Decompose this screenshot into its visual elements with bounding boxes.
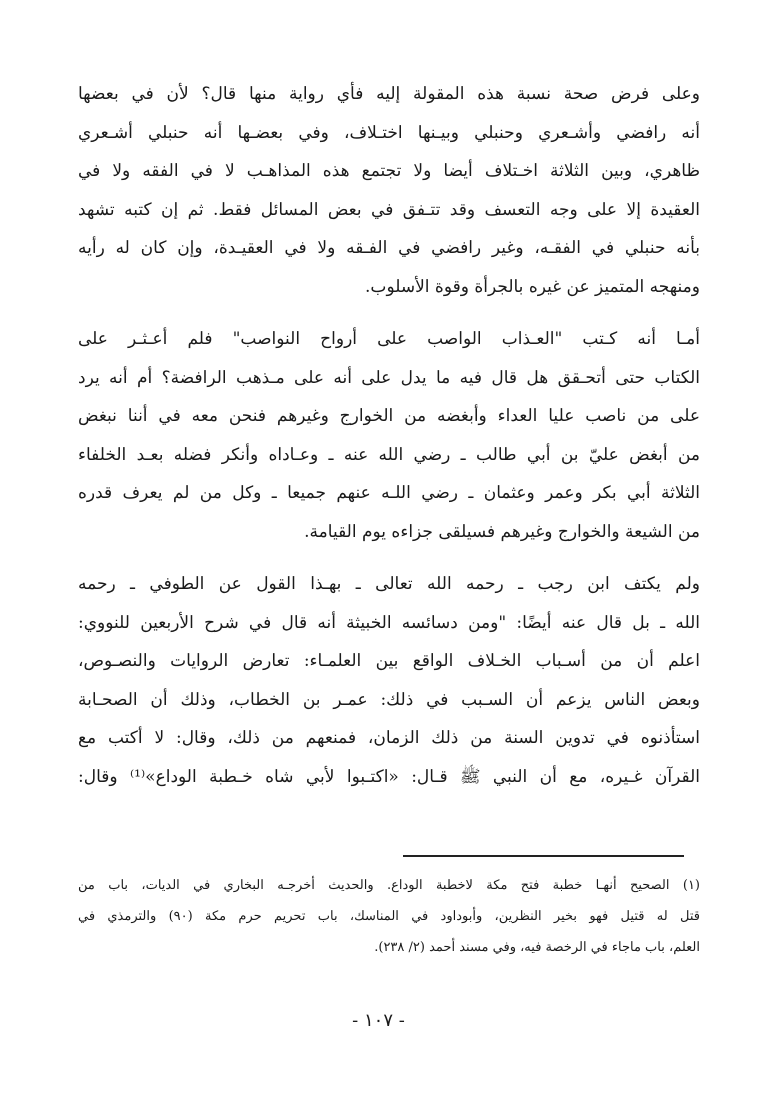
footnote-line: (١) الصحيح أنهـا خطبة فتح مكة لاخطبة الوداع. والحديث أخرجـه البخاري في الديات، باب من bbox=[78, 878, 700, 893]
text-line: القرآن غـيره، مع أن النبي ﷺ قـال: «اكتـبوا لأبي شاه خـطبة الوداع»⁽¹⁾ وقال: bbox=[78, 766, 700, 787]
footnote-line: قتل له قتيل فهو بخير النظرين، وأبوداود في المناسك، باب تحريم حرم مكة (٩٠) والترمذي في bbox=[78, 909, 700, 924]
text-line: على من ناصب عليا العداء وأبغضه من الخوارج وغيرهم فنحن معه في أننا نبغض bbox=[78, 406, 700, 427]
text-line: استأذنوه في تدوين السنة من ذلك الزمان، فمنعهم من ذلك، وقال: لا أكتب مع bbox=[78, 728, 700, 749]
text-line: ظاهري، وبين الثلاثة اخـتلاف أيضا ولا تجتمع هذه المذاهـب لا في الفقه ولا في bbox=[78, 161, 700, 182]
footnotes bbox=[78, 870, 700, 963]
page-number: - ١٠٧ - bbox=[352, 1010, 405, 1031]
footnote-divider bbox=[403, 855, 684, 857]
text-line: أمـا أنه كـتب "العـذاب الواصب على أرواح النواصب" فلم أعـثـر على bbox=[78, 329, 700, 349]
text-line: الله ـ بل قال عنه أيضًا: "ومن دسائسه الخبيثة أنه قال في شرح الأربعين للنووي: bbox=[78, 612, 700, 633]
paragraph-1 bbox=[78, 75, 700, 307]
text-line: وعلى فرض صحة نسبة هذه المقولة إليه فأي رواية منها قال؟ لأن في بعضها bbox=[78, 84, 700, 104]
text-line: الثلاثة أبي بكر وعمر وعثمان ـ رضي اللـه عنهم جميعا ـ وكل من لم يعرف قدره bbox=[78, 483, 700, 504]
text-line: ومنهجه المتميز عن غيره بالجرأة وقوة الأسلوب. bbox=[365, 276, 700, 297]
text-line: الكتاب حتى أتحـقق هل قال فيه ما يدل على أنه على مـذهب الرافضة؟ أم أنه يرد bbox=[78, 367, 700, 388]
text-line: من الشيعة والخوارج وغيرهم فسيلقى جزاءه يوم القيامة. bbox=[304, 521, 700, 542]
footnote-line: العلم، باب ماجاء في الرخصة فيه، وفي مسند أحمد (٢/ ٢٣٨). bbox=[374, 940, 700, 955]
text-line: وبعض الناس يزعم أن السـبب في ذلك: عمـر بن الخطاب، وذلك أن الصحـابة bbox=[78, 689, 700, 710]
text-line: العقيدة إلا على وجه التعسف وقد تتـفق في بعض المسائل فقط. ثم إن كتبه تشهد bbox=[78, 199, 700, 220]
text-line: أنه رافضي وأشـعري وحنبلي وبيـنها اختـلاف، وفي بعضـها أنه حنبلي أشـعري bbox=[78, 122, 700, 143]
text-line: اعلم أن من أسـباب الخـلاف الواقع بين العلمـاء: تعارض الروايات والنصـوص، bbox=[78, 651, 700, 672]
paragraph-3 bbox=[78, 565, 700, 797]
text-line: من أبغض عليّ بن أبي طالب ـ رضي الله عنه ـ وعـاداه وأنكر فضله بعـد الخلفاء bbox=[78, 444, 700, 465]
paragraph-2 bbox=[78, 320, 700, 552]
text-line: ولم يكتف ابن رجب ـ رحمه الله تعالى ـ بهـذا القول عن الطوفي ـ رحمه bbox=[78, 574, 700, 594]
text-line: بأنه حنبلي في الفقـه، وغير رافضي في الفـقه ولا في العقيـدة، وإن كان له رأيه bbox=[78, 238, 700, 259]
